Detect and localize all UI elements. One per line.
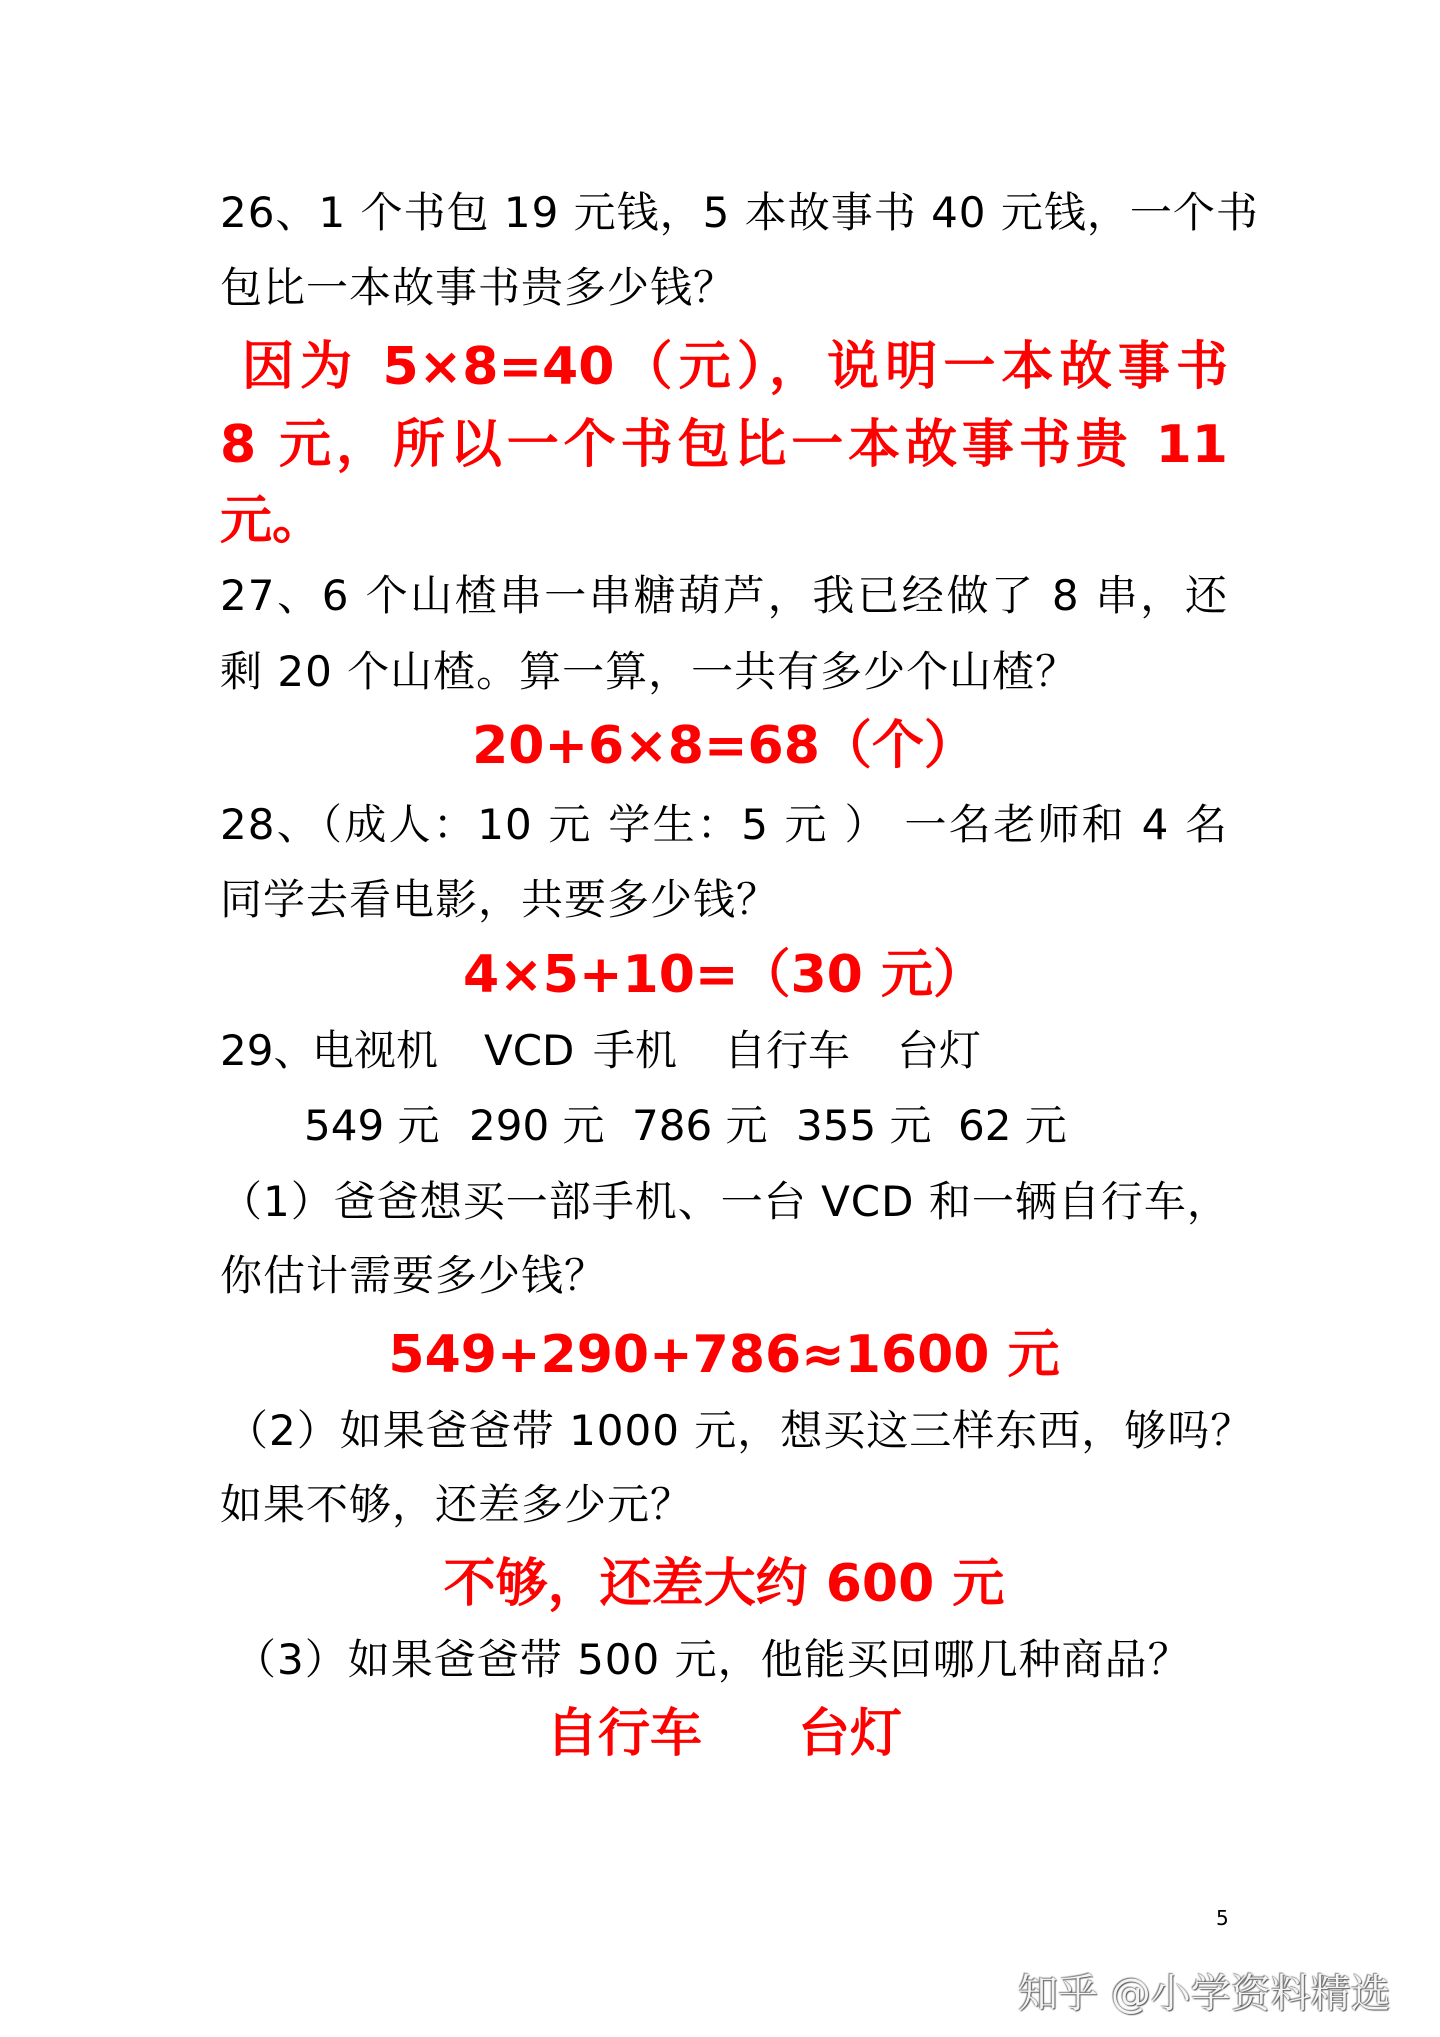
q29-part3-answer-item: 自行车	[545, 1704, 702, 1764]
q27-question-line-1: 27、6 个山楂串一串糖葫芦，我已经做了 8 串，还	[220, 571, 1228, 620]
q29-part2-answer: 不够，还差大约 600 元	[443, 1554, 1005, 1614]
q29-items-row	[0, 1026, 1440, 1075]
q29-item-name: 自行车	[724, 1026, 851, 1075]
q29-item-price: 549 元	[304, 1101, 440, 1150]
q29-item-name: VCD	[484, 1026, 575, 1075]
q26-question-line-2: 包比一本故事书贵多少钱？	[220, 263, 737, 312]
q29-item-price: 290 元	[469, 1101, 605, 1150]
q29-number: 29、	[220, 1026, 316, 1075]
q27-answer: 20+6×8=68（个）	[472, 716, 976, 776]
q28-question-line-1: 28、（成人：10 元 学生：5 元 ） 一名老师和 4 名	[220, 800, 1228, 849]
q29-item-name: 手机	[593, 1026, 678, 1075]
q29-item-name: 电视机	[312, 1026, 439, 1075]
q29-part1-answer: 549+290+786≈1600 元	[388, 1325, 1060, 1385]
q29-part1-question-line-1: （1）爸爸想买一部手机、一台 VCD 和一辆自行车，	[220, 1177, 1230, 1226]
q29-item-price: 62 元	[958, 1101, 1067, 1150]
q29-item-price: 355 元	[796, 1101, 932, 1150]
q28-answer: 4×5+10=（30 元）	[463, 945, 985, 1005]
q27-question-line-2: 剩 20 个山楂。算一算，一共有多少个山楂？	[220, 647, 1079, 696]
q29-part3-answer-item: 台灯	[798, 1704, 903, 1764]
q29-part2-question-line-1: （2）如果爸爸带 1000 元，想买这三样东西，够吗？	[226, 1406, 1254, 1455]
q29-item-price: 786 元	[632, 1101, 768, 1150]
q26-answer-line-1: 因为 5×8=40（元），说明一本故事书	[242, 337, 1228, 397]
q29-item-name: 台灯	[897, 1026, 982, 1075]
q29-part3-answer	[220, 1704, 1228, 1764]
q29-prices-row	[0, 1101, 1440, 1150]
q29-part2-question-line-2: 如果不够，还差多少元？	[220, 1480, 694, 1529]
q29-part1-question-line-2: 你估计需要多少钱？	[220, 1251, 608, 1300]
watermark: 知乎 @小学资料精选	[1018, 1971, 1391, 2017]
q26-answer-line-3: 元。	[220, 491, 325, 551]
q28-question-line-2: 同学去看电影，共要多少钱？	[220, 875, 780, 924]
q26-question-line-1: 26、1 个书包 19 元钱，5 本故事书 40 元钱，一个书	[220, 188, 1259, 237]
page-number: 5	[1216, 1906, 1229, 1930]
q29-part3-question: （3）如果爸爸带 500 元，他能买回哪几种商品？	[234, 1635, 1191, 1684]
q26-answer-line-2: 8 元，所以一个书包比一本故事书贵 11	[220, 415, 1228, 475]
